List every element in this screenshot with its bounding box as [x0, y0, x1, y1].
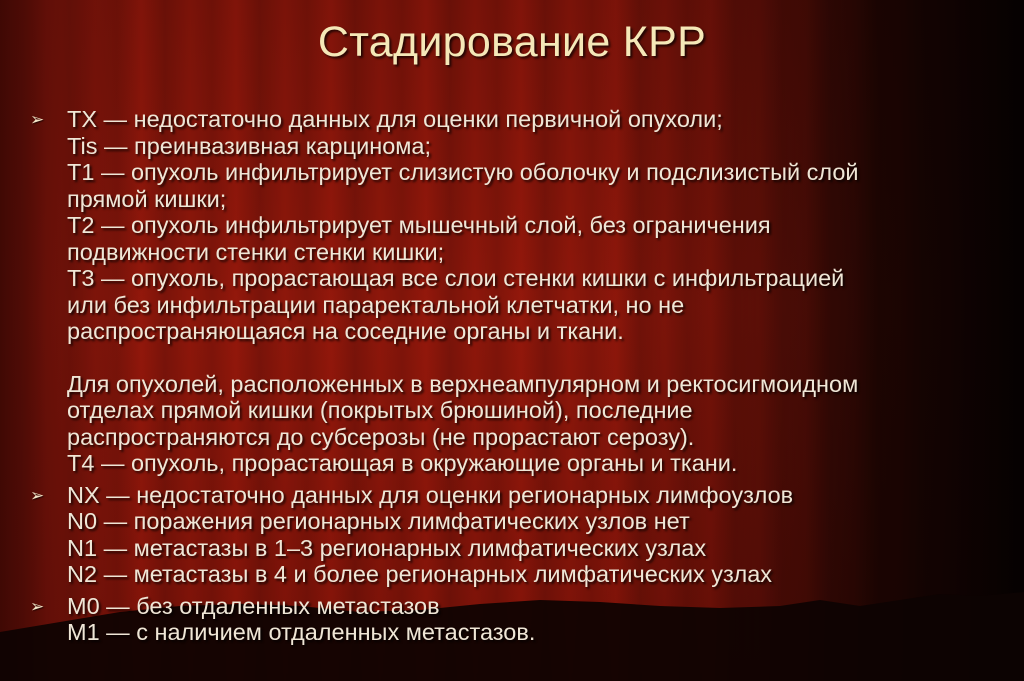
- text-line: T1 — опухоль инфильтрирует слизистую оболочку и подслизистый слой: [67, 159, 859, 185]
- text-line: NX — недостаточно данных для оценки регионарных лимфоузлов: [67, 481, 794, 508]
- text-line: распространяются до субсерозы (не прорастают серозу).: [67, 423, 695, 450]
- text-line: TX — недостаточно данных для оценки первичной опухоли;: [67, 106, 723, 132]
- bullet-tumor-staging: [26, 106, 1016, 477]
- slide-title: Стадирование КРР: [317, 18, 707, 66]
- blank-line: [67, 345, 1016, 371]
- text-line: N1 — метастазы в 1–3 регионарных лимфатических узлах: [67, 534, 707, 561]
- chevron-right-icon: ➢: [30, 596, 45, 617]
- text-line: T3 — опухоль, прорастающая все слои стенки кишки с инфильтрацией: [67, 265, 845, 291]
- chevron-right-icon: ➢: [30, 110, 45, 130]
- text-line: T4 — опухоль, прорастающая в окружающие органы и ткани.: [67, 450, 738, 476]
- text-line: N2 — метастазы в 4 и более регионарных лимфатических узлах: [67, 561, 773, 587]
- text-line: T2 — опухоль инфильтрирует мышечный слой, без ограничения: [67, 212, 771, 238]
- bullet-node-staging: [26, 482, 1016, 588]
- text-line: распространяющаяся на соседние органы и ткани.: [67, 318, 624, 344]
- text-line: прямой кишки;: [67, 185, 227, 212]
- text-line: M1 — с наличием отдаленных метастазов.: [67, 619, 536, 645]
- slide-body: [26, 106, 1016, 651]
- text-line: Для опухолей, расположенных в верхнеампулярном и ректосигмоидном: [67, 370, 859, 397]
- text-line: M0 — без отдаленных метастазов: [67, 592, 440, 619]
- text-line: отделах прямой кишки (покрытых брюшиной), последние: [67, 397, 693, 423]
- text-line: или без инфильтрации параректальной клетчатки, но не: [67, 291, 685, 318]
- text-line: Tis — преинвазивная карцинома;: [67, 132, 432, 159]
- text-line: N0 — поражения регионарных лимфатических узлов нет: [67, 508, 690, 534]
- text-line: подвижности стенки стенки кишки;: [67, 238, 445, 265]
- bullet-metastasis-staging: [26, 593, 1016, 646]
- chevron-right-icon: ➢: [30, 485, 45, 506]
